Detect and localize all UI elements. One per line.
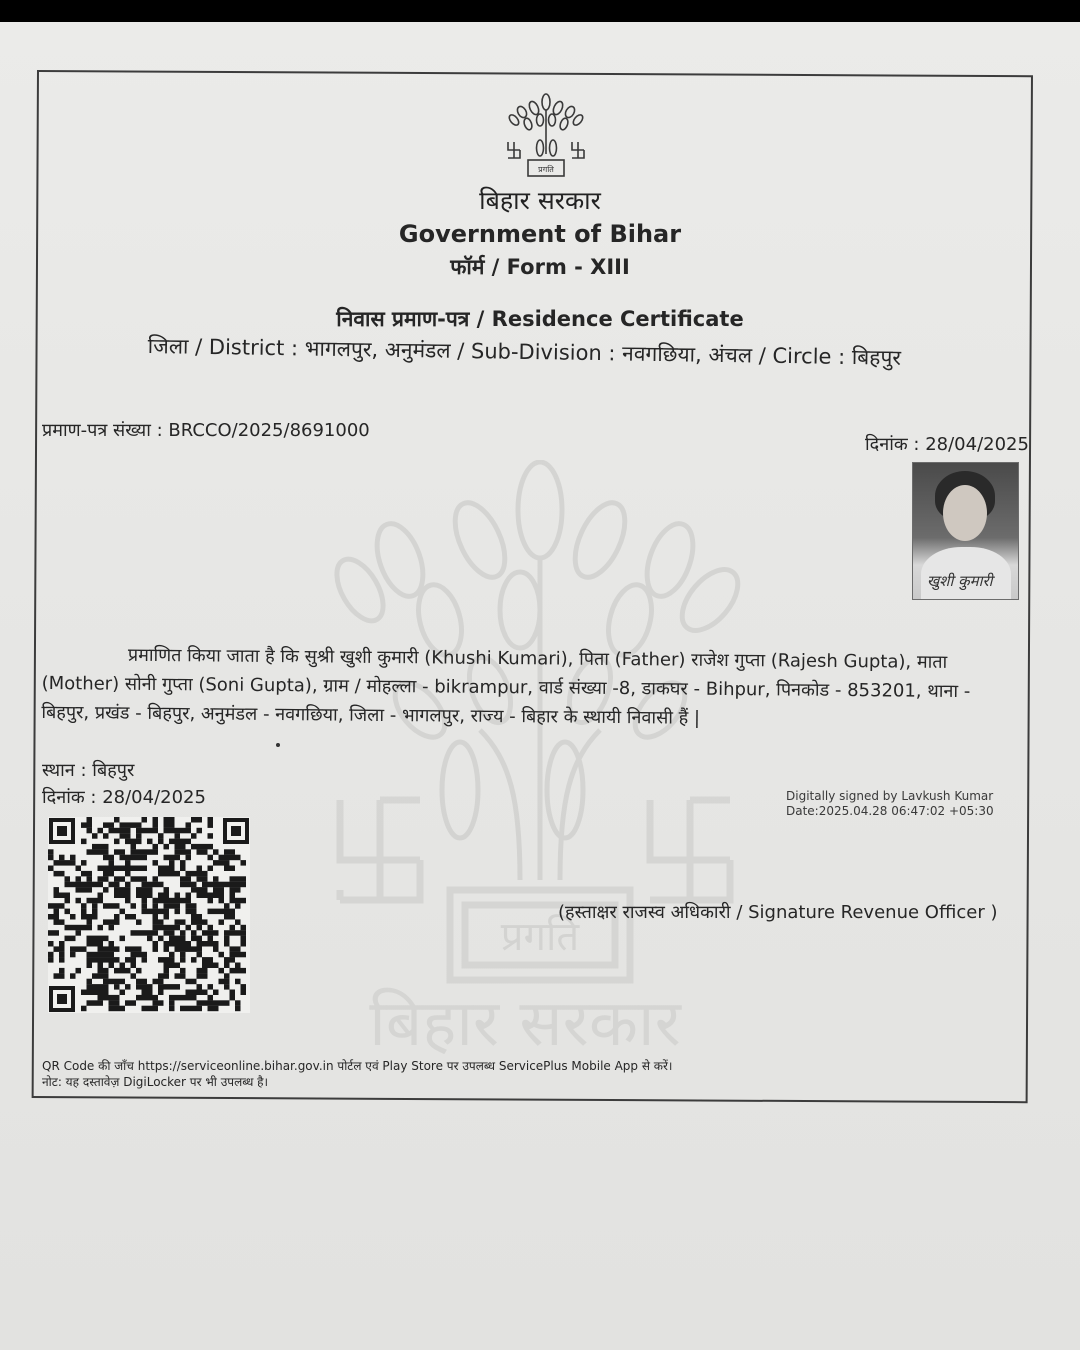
certificate-number: प्रमाण-पत्र संख्या : BRCCO/2025/8691000 <box>42 420 370 441</box>
applicant-photo <box>912 462 1019 600</box>
certificate-body: प्रमाणित किया जाता है कि सुश्री खुशी कुमारी (Khushi Kumari), पिता (Father) राजेश गुप्ता (Rajesh Gupta), माता (Mother) सोनी गुप्ता (Soni Gupta), ग्राम / मोहल्ला - bikrampur, वार्ड संख्या -8, डाकघर - Bihpur, पिनकोड - 853201, थाना - बिहपुर, प्रखंड - बिहपुर, अनुमंडल - नवगछिया, जिला - भागलपुर, राज्य - बिहार के स्थायी निवासी हैं | <box>41 644 971 729</box>
top-black-bar <box>0 0 1080 22</box>
district-line: जिला / District : भागलपुर, अनुमंडल / Sub-Division : नवगछिया, अंचल / Circle : बिहपुर <box>147 333 902 370</box>
qr-note-line-2: नोट: यह दस्तावेज़ DigiLocker पर भी उपलब्ध है। <box>42 1075 269 1089</box>
certificate-title: निवास प्रमाण-पत्र / Residence Certificate <box>336 307 744 331</box>
qr-note-line-1: QR Code की जाँच https://serviceonline.bihar.gov.in पोर्टल एवं Play Store पर उपलब्ध ServicePlus Mobile App से करें। <box>42 1059 673 1073</box>
photo-signature: खुशी कुमारी <box>927 572 993 590</box>
signature-label: (हस्ताक्षर राजस्व अधिकारी / Signature Revenue Officer ) <box>558 902 998 923</box>
form-number: फॉर्म / Form - XIII <box>450 255 630 279</box>
place-line: स्थान : बिहपुर <box>42 760 135 781</box>
digital-signature-name: Digitally signed by Lavkush Kumar <box>786 789 994 803</box>
watermark-caption: प्रगति <box>500 914 580 960</box>
bihar-state-emblem-icon <box>500 92 592 180</box>
digital-signature-date: Date:2025.04.28 06:47:02 +05:30 <box>786 804 994 818</box>
date-line: दिनांक : 28/04/2025 <box>42 787 206 808</box>
qr-verification-note <box>42 1058 672 1090</box>
issue-date: दिनांक : 28/04/2025 <box>865 434 1029 455</box>
watermark-text: बिहार सरकार <box>369 987 681 1061</box>
govt-title-english: Government of Bihar <box>398 220 682 248</box>
photo-face <box>943 485 987 541</box>
qr-code-icon <box>48 817 250 1013</box>
ink-dot <box>276 743 280 747</box>
emblem-caption: प्रगति <box>538 165 554 174</box>
govt-title-hindi: बिहार सरकार <box>479 186 601 215</box>
digital-signature <box>786 789 994 819</box>
